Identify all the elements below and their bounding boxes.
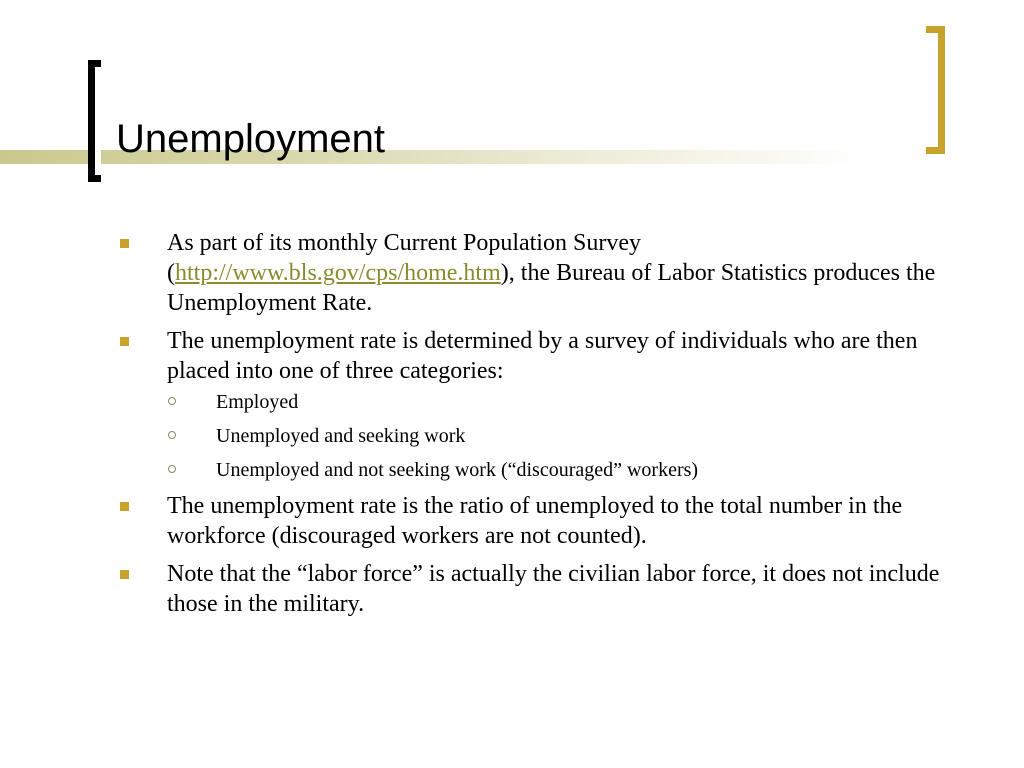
circle-bullet-icon bbox=[168, 397, 176, 405]
left-bracket-decoration bbox=[88, 60, 101, 182]
sub-item-employed bbox=[167, 389, 958, 415]
bullet-text: The unemployment rate is the ratio of unemployed to the total number in the workforce (discouraged workers are not counted). bbox=[167, 493, 903, 549]
sub-item-seeking bbox=[167, 423, 958, 449]
bullet-item-ratio bbox=[118, 491, 958, 551]
sub-item-text: Unemployed and seeking work bbox=[216, 425, 466, 447]
sub-item-text: Unemployed and not seeking work (“discouraged” workers) bbox=[216, 459, 699, 481]
category-sub-list bbox=[167, 389, 958, 483]
bullet-text: Note that the “labor force” is actually the civilian labor force, it does not include those in the military. bbox=[167, 561, 940, 617]
bullet-item-survey bbox=[118, 228, 958, 318]
square-bullet-icon bbox=[120, 239, 129, 248]
circle-bullet-icon bbox=[168, 465, 176, 473]
bullet-item-categories bbox=[118, 326, 958, 483]
right-bracket-decoration bbox=[926, 26, 945, 154]
sub-item-text: Employed bbox=[216, 391, 299, 413]
bullet-text: The unemployment rate is determined by a survey of individuals who are then placed into one of three categories: bbox=[167, 328, 918, 384]
square-bullet-icon bbox=[120, 502, 129, 511]
slide-title: Unemployment bbox=[116, 117, 386, 161]
square-bullet-icon bbox=[120, 337, 129, 346]
bullet-list bbox=[118, 228, 958, 627]
bullet-item-labor-force bbox=[118, 559, 958, 619]
bullet-text-suffix: ), the Bureau of Labor Statistics produces the Unemployment Rate. bbox=[167, 260, 936, 316]
square-bullet-icon bbox=[120, 570, 129, 579]
circle-bullet-icon bbox=[168, 431, 176, 439]
bls-link[interactable]: http://www.bls.gov/cps/home.htm bbox=[175, 260, 501, 286]
sub-item-discouraged bbox=[167, 457, 958, 483]
bullet-text-prefix: As part of its monthly Current Population Survey ( bbox=[167, 230, 641, 286]
